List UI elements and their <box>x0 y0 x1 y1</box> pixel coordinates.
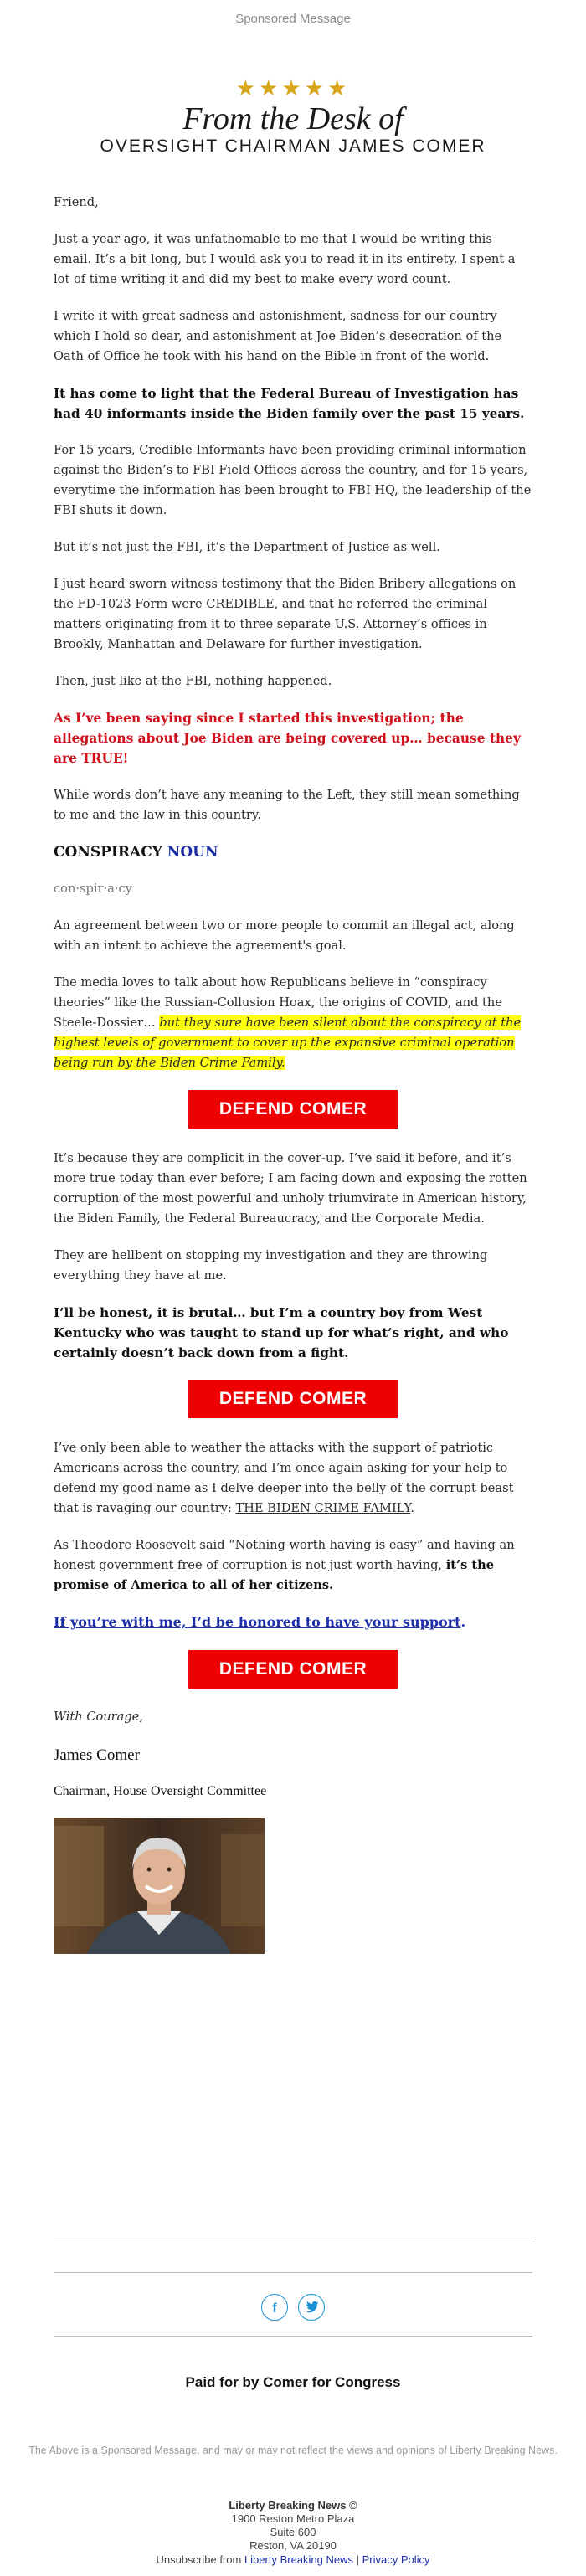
portrait-photo <box>54 1818 265 1954</box>
support-link-end: . <box>460 1614 466 1630</box>
highlighted-text: but they sure have been silent about the conspiracy at the highest levels of government to cover up the expansive criminal operation being run by the Biden Crime Family. <box>54 1015 522 1070</box>
footer-address <box>0 2499 586 2553</box>
footer-org: Liberty Breaking News © <box>229 2499 357 2512</box>
paragraph-6: I just heard sworn witness testimony that the Biden Bribery allegations on the FD-1023 Form were CREDIBLE, and that he referred the criminal matters originating from it to three separate U.S. Attorney’s offices in Brookly, Manhattan and Delaware for further investigation. <box>54 577 517 651</box>
paragraph-11: It’s because they are complicit in the cover-up. I’ve said it before, and it’s more true today than ever before; I am facing down and exposing the rotten corruption of the most powerful and unholy triumvirate in American history, the Biden Family, the Federal Bureaucracy, and the Corporate Media. <box>54 1151 527 1226</box>
paragraph-4: For 15 years, Credible Informants have been providing criminal information against the Biden’s to FBI Field Offices across the country, and for 15 years, everytime the information has been brought to FBI HQ, the leadership of the FBI shuts it down. <box>54 443 532 517</box>
defend-comer-button[interactable]: DEFEND COMER <box>188 1380 398 1418</box>
star-rating-icon: ★★★★★ <box>235 76 351 101</box>
paragraph-media <box>54 973 532 1073</box>
paragraph-14-text: I’ve only been able to weather the attacks with the support of patriotic Americans across the country, and I’m once again asking for your help to defend my good name as I delve deeper into the belly of the corrupt beast that is ravaging our country: <box>54 1441 514 1515</box>
support-link-row <box>54 1612 532 1633</box>
greeting: Friend, <box>54 195 99 209</box>
definition-pos: NOUN <box>167 844 218 861</box>
unsubscribe-link[interactable]: Liberty Breaking News <box>244 2553 353 2566</box>
twitter-icon[interactable] <box>298 2294 325 2321</box>
paragraph-15-text: As Theodore Roosevelt said “Nothing worth having is easy” and having an honest government free of corruption is not just worth having, <box>54 1538 515 1572</box>
paragraph-14-end: . <box>410 1501 414 1515</box>
paid-for-notice: Paid for by Comer for Congress <box>185 2374 401 2390</box>
facebook-icon[interactable] <box>261 2294 288 2321</box>
paragraph-15 <box>54 1535 532 1596</box>
definition-block <box>54 842 532 956</box>
social-divider-bottom <box>54 2336 532 2337</box>
paragraph-5: But it’s not just the FBI, it’s the Department of Justice as well. <box>54 540 440 554</box>
footer-city: Reston, VA 20190 <box>249 2539 337 2552</box>
definition-text: An agreement between two or more people to commit an illegal act, along with an intent to achieve the agreement's goal. <box>54 918 515 953</box>
portrait-image <box>54 1818 265 1954</box>
footer-street: 1900 Reston Metro Plaza <box>231 2512 355 2525</box>
social-icons <box>0 2294 586 2321</box>
definition-pronunciation: con·spir·a·cy <box>54 882 132 896</box>
paragraph-14 <box>54 1438 532 1519</box>
facebook-letter: f <box>272 2301 278 2316</box>
paragraph-9: While words don’t have any meaning to the Left, they still mean something to me and the law in this country. <box>54 788 520 822</box>
paragraph-media-text: The media loves to talk about how Republicans believe in “conspiracy theories” like the Russian-Collusion Hoax, the origins of COVID, and the Steele-Dossier… <box>54 975 502 1030</box>
paragraph-1: Just a year ago, it was unfathomable to me that I would be writing this email. It’s a bit long, but I would ask you to read it in its entirety. I spent a lot of time writing it and did my best to make every word count. <box>54 232 516 286</box>
paragraph-15-bold: it’s the promise of America to all of her citizens. <box>54 1558 495 1592</box>
paragraph-2: I write it with great sadness and astonishment, sadness for our country which I hold so dear, and astonishment at Joe Biden’s desecration of the Oath of Office he took with his hand on the Bible in front of the world. <box>54 309 502 363</box>
paragraph-informants: It has come to light that the Federal Bureau of Investigation has had 40 informants inside the Biden family over the past 15 years. <box>54 386 525 421</box>
biden-crime-family-text: THE BIDEN CRIME FAMILY <box>235 1501 411 1515</box>
from-the-desk-heading: From the Desk of <box>182 101 404 136</box>
defend-comer-button[interactable]: DEFEND COMER <box>188 1090 398 1129</box>
unsubscribe-prefix: Unsubscribe from <box>156 2553 244 2566</box>
footer-suite: Suite 600 <box>270 2526 316 2538</box>
chairman-heading: OVERSIGHT CHAIRMAN JAMES COMER <box>100 136 486 156</box>
defend-comer-button[interactable]: DEFEND COMER <box>188 1650 398 1689</box>
unsubscribe-separator: | <box>353 2553 362 2566</box>
button-row-1 <box>54 1090 532 1129</box>
social-divider-top <box>54 2272 532 2273</box>
signature-title: Chairman, House Oversight Committee <box>54 1784 267 1798</box>
paragraph-country-boy: I’ll be honest, it is brutal… but I’m a country boy from West Kentucky who was taught to stand up for what’s right, and who certainly doesn’t back down from a fight. <box>54 1305 509 1360</box>
closing: With Courage, <box>54 1710 143 1724</box>
button-row-3 <box>54 1650 532 1689</box>
letter-body <box>54 193 532 1954</box>
definition-word: CONSPIRACY <box>54 844 162 861</box>
paragraph-7: Then, just like at the FBI, nothing happened. <box>54 674 332 688</box>
sponsored-label: Sponsored Message <box>235 12 351 26</box>
paragraph-12: They are hellbent on stopping my investigation and they are throwing everything they have at me. <box>54 1248 488 1283</box>
paragraph-covered-up: As I’ve been saying since I started this investigation; the allegations about Joe Biden are being covered up… because they are TRUE! <box>54 711 521 766</box>
signature-name: James Comer <box>54 1746 140 1764</box>
definition-term <box>54 842 532 862</box>
button-row-2 <box>54 1380 532 1418</box>
unsubscribe-row <box>0 2553 586 2566</box>
support-link[interactable]: If you’re with me, I’d be honored to have your support <box>54 1614 461 1630</box>
sponsored-disclaimer: The Above is a Sponsored Message, and may or may not reflect the views and opinions of Liberty Breaking News. <box>28 2445 558 2456</box>
privacy-policy-link[interactable]: Privacy Policy <box>362 2553 430 2566</box>
